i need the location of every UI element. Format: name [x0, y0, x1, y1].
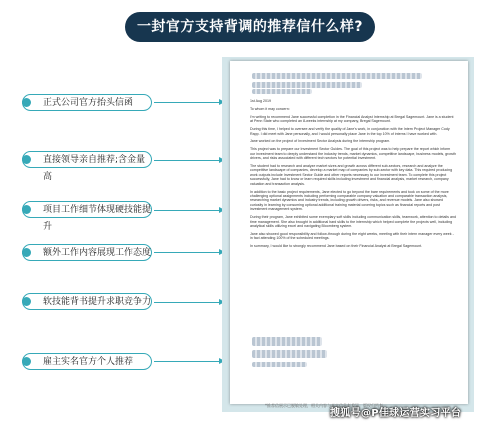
bullet-dot-icon	[22, 98, 31, 107]
redacted-signer-title	[252, 362, 307, 367]
letter-paragraph: In summary, I would like to strongly recommend Jane based on their Financial Analyst at Bregal Sagemount.	[250, 244, 423, 249]
feature-pill-letterhead	[22, 94, 152, 111]
feature-label: 雇主实名官方个人推荐	[43, 357, 134, 367]
arrow-connector	[154, 302, 224, 303]
redacted-signature	[252, 337, 322, 346]
feature-label: 软技能背书提升求职竞争力	[43, 297, 152, 307]
page-title-banner: 一封官方支持背调的推荐信什么样?	[125, 12, 375, 42]
feature-label: 项目工作细节体现硬技能提升	[43, 205, 152, 232]
letter-body	[250, 99, 456, 252]
letter-paragraph: The student had to research and analyze market sizes and growth across different sub-sectors, research and analyze the competitive landscape of companies, develop a market map of companies by sub-sector with key data. This required producing work outputs include Investment Sector Guide and other reports necessary to our investment team. To complete this project successfully, Jane had to know or learn required skills including investment and financial analysis, market research, company valuation and transaction analysis.	[250, 164, 453, 186]
arrow-connector	[154, 361, 224, 362]
feature-label: 额外工作内容展现工作态度	[43, 248, 152, 258]
redacted-letterhead	[252, 82, 362, 88]
letter-paragraph: In addition to the basic project requirements, Jane elected to go beyond the bare requirements and took on some of the more challenging optional assignments including performing comparable company valuation and comparable transaction analysis, researching market dynamics and industry trends, including growth drivers, risks, and revenue models. Jane also showed curiosity in learning by consuming optional additional training material covering topics such as financial reports and post investment management system.	[250, 189, 449, 212]
letter-salutation: To whom it may concern:	[250, 106, 290, 111]
letter-paragraph: Jane worked on the project of Investment Sector Analysis during the internship program.	[250, 139, 391, 144]
redacted-letterhead	[252, 73, 422, 79]
letter-paragraph: I'm writing to recommend Jane successful completion in the Financial Analyst Internship at Bregal Sagemount. Jane is a student at Penn State who completed an 8-weeks internship at my company, Bregal Sagemount.	[250, 114, 454, 124]
source-watermark: 搜狐号@P佳球运营实习平台	[330, 408, 462, 419]
arrow-connector	[154, 160, 224, 161]
bullet-dot-icon	[22, 297, 31, 306]
feature-pill-project-details	[22, 201, 152, 232]
feature-pill-supervisor	[22, 151, 152, 182]
letter-date: 1st Aug 2019	[250, 99, 271, 103]
letter-paragraph: Jane also showed good responsibility and follow-through during the eight weeks, meeting with their intern manager every week - in fact attending 100% of the scheduled meetings.	[250, 231, 454, 241]
redacted-address	[252, 89, 312, 94]
bullet-dot-icon	[22, 205, 31, 214]
feature-pill-extra-work	[22, 244, 152, 261]
arrow-connector	[154, 102, 224, 103]
feature-label: 直接领导亲自推荐;含金量高	[43, 155, 146, 182]
bullet-dot-icon	[22, 155, 31, 164]
feature-pill-soft-skills	[22, 293, 152, 310]
feature-pill-real-name	[22, 353, 152, 370]
letter-paragraph: During this time, I helped to oversee and verify the quality of Jane's work, in conjunction with the Intern Project Manager Cody Rapp. I did meet with Jane personally, and I would personally place Jane in the top 10% of interns I have worked with.	[250, 127, 450, 136]
arrow-connector	[154, 252, 224, 253]
feature-list	[22, 94, 152, 374]
feature-label: 正式公司官方抬头信函	[43, 98, 134, 108]
bullet-dot-icon	[22, 357, 31, 366]
bullet-dot-icon	[22, 248, 31, 257]
recommendation-letter	[230, 61, 468, 404]
footnote-disclaimer: *推荐信展示已脱敏处理，相关内容与真实信息有差异，版权归所有	[265, 403, 383, 408]
redacted-signature	[252, 350, 327, 358]
letter-paragraph: This project was to prepare our Investment Sector Guides. The goal of this project was to help prepare the report which inform our investment team to deeply understand the industry trends, market dynamics, competitive landscape, business models, growth drivers, and risks associated with different tech sectors for potential investment.	[250, 147, 456, 161]
arrow-connector	[154, 210, 224, 211]
letter-paragraph: During their program, Jane exhibited some exemplary soft skills including communication skills, teamwork, attention to details and time management. She also brought in additional hard skills to the internship which helped complete the projects well, including analytical skills utilizing excel and navigating Bloomberg system.	[250, 215, 456, 228]
